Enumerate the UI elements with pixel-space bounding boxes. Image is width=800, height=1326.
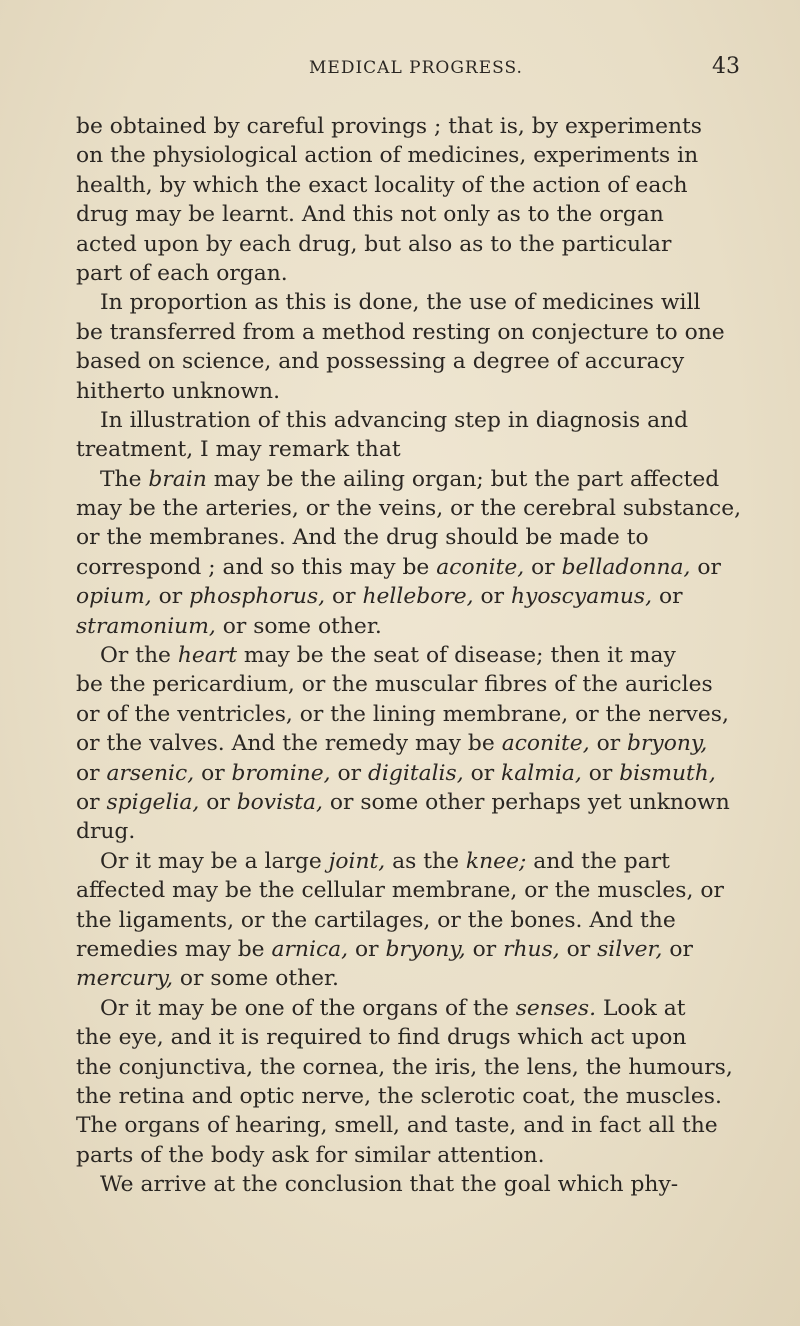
text-run: In proportion as this is done, the use of medicines will: [100, 290, 701, 316]
text-run: the retina and optic nerve, the sclerotic coat, the muscles.: [76, 1083, 722, 1109]
text-line: [76, 494, 742, 523]
text-run: based on science, and possessing a degree of accuracy: [76, 349, 685, 375]
text-run: or the valves. And the remedy may be: [76, 731, 502, 757]
text-run: drug.: [76, 819, 136, 845]
text-run: We arrive at the conclusion that the goal which phy-: [100, 1172, 679, 1198]
text-run: affected may be the cellular membrane, or the muscles, or: [76, 878, 724, 904]
text-line: [76, 318, 736, 347]
page-number: 43: [712, 54, 740, 79]
text-run: remedies may be: [76, 936, 272, 962]
text-run: treatment, I may remark that: [76, 437, 401, 463]
text-line: [76, 759, 736, 788]
text-line: [76, 1141, 736, 1170]
text-run: or: [473, 584, 512, 610]
italic-term: heart: [177, 643, 237, 669]
text-run: be transferred from a method resting on conjecture to one: [76, 319, 725, 345]
text-run: or: [348, 936, 386, 962]
text-line: [76, 112, 736, 141]
text-run: as the: [385, 848, 466, 874]
text-line: [76, 847, 736, 876]
text-run: be the pericardium, or the muscular fibres of the auricles: [76, 672, 713, 698]
text-line: [76, 553, 736, 582]
running-head: MEDICAL PROGRESS.: [309, 58, 523, 78]
text-run: or: [76, 789, 107, 815]
italic-term: bryony,: [627, 731, 708, 757]
text-run: the ligaments, or the cartilages, or the bones. And the: [76, 907, 676, 933]
text-line: [76, 729, 736, 758]
italic-term: spigelia,: [106, 789, 200, 815]
text-run: or of the ventricles, or the lining membrane, or the nerves,: [76, 701, 729, 727]
italic-term: bromine,: [231, 760, 331, 786]
text-run: or some other perhaps yet unknown: [322, 789, 730, 815]
text-line: [76, 347, 736, 376]
text-run: and the part: [526, 848, 670, 874]
italic-term: arsenic,: [106, 760, 195, 786]
italic-term: opium,: [76, 584, 152, 610]
italic-term: knee;: [465, 848, 527, 874]
italic-term: aconite,: [436, 554, 525, 580]
text-line: [76, 141, 736, 170]
text-run: acted upon by each drug, but also as to the particular: [76, 231, 672, 257]
text-run: on the physiological action of medicines, experiments in: [76, 143, 699, 169]
text-run: be obtained by careful provings ; that is, by experiments: [76, 114, 702, 139]
body-text: [76, 112, 742, 1199]
text-run: or some other.: [173, 966, 339, 992]
text-line: [76, 817, 736, 846]
italic-term: rhus,: [503, 936, 560, 962]
text-run: Or the: [100, 643, 178, 669]
text-run: Look at: [596, 995, 686, 1021]
italic-term: aconite,: [501, 731, 590, 757]
italic-term: brain: [148, 466, 207, 492]
text-run: or: [463, 760, 502, 786]
text-line: [76, 200, 736, 229]
text-run: or: [194, 760, 232, 786]
text-run: or: [151, 584, 190, 610]
text-line: [76, 288, 736, 317]
text-line: [76, 788, 736, 817]
text-run: Or it may be one of the organs of the: [100, 995, 516, 1021]
text-run: parts of the body ask for similar attention.: [76, 1142, 545, 1168]
text-run: may be the arteries, or the veins, or the cerebral substance,: [76, 496, 742, 522]
italic-term: arnica,: [271, 936, 349, 962]
text-run: or: [325, 584, 363, 610]
italic-term: bovista,: [236, 789, 323, 815]
text-run: or: [199, 789, 237, 815]
text-run: Or it may be a large: [100, 848, 329, 874]
text-line: [76, 1053, 736, 1082]
text-run: or: [589, 731, 628, 757]
text-run: the eye, and it is required to find drugs which act upon: [76, 1025, 687, 1051]
text-run: or some other.: [215, 613, 382, 639]
italic-term: hyoscyamus,: [511, 584, 653, 610]
text-run: may be the ailing organ; but the part affected: [206, 466, 720, 492]
text-line: [76, 582, 736, 611]
italic-term: belladonna,: [561, 554, 691, 580]
text-line: [76, 670, 736, 699]
text-line: [76, 230, 736, 259]
text-run: The: [100, 466, 149, 492]
italic-term: stramonium,: [76, 613, 216, 639]
text-line: [76, 259, 736, 288]
text-run: may be the seat of disease; then it may: [236, 643, 676, 669]
italic-term: bryony,: [385, 936, 466, 962]
text-run: The organs of hearing, smell, and taste, and in fact all the: [76, 1113, 718, 1139]
text-run: or: [662, 936, 693, 962]
text-run: or: [76, 760, 107, 786]
text-line: [76, 700, 736, 729]
text-line: [76, 435, 736, 464]
text-run: or: [330, 760, 368, 786]
text-line: [76, 1170, 736, 1199]
italic-term: kalmia,: [501, 760, 582, 786]
italic-term: bismuth,: [619, 760, 716, 786]
italic-term: mercury,: [76, 966, 173, 992]
text-run: hitherto unknown.: [76, 378, 281, 404]
text-line: [76, 964, 736, 993]
text-line: [76, 612, 736, 641]
text-run: or the membranes. And the drug should be made to: [76, 525, 649, 551]
text-run: drug may be learnt. And this not only as to the organ: [76, 202, 664, 228]
italic-term: digitalis,: [367, 760, 464, 786]
text-line: [76, 935, 736, 964]
text-run: or: [581, 760, 620, 786]
text-run: In illustration of this advancing step in diagnosis and: [100, 407, 689, 433]
italic-term: senses.: [515, 995, 597, 1021]
text-line: [76, 1082, 736, 1111]
text-line: [76, 377, 736, 406]
text-run: the conjunctiva, the cornea, the iris, the lens, the humours,: [76, 1054, 733, 1080]
text-line: [76, 465, 736, 494]
text-line: [76, 876, 736, 905]
text-line: [76, 171, 736, 200]
text-run: or: [559, 936, 598, 962]
text-run: or: [652, 584, 683, 610]
text-line: [76, 1023, 736, 1052]
text-line: [76, 641, 736, 670]
italic-term: joint,: [328, 848, 386, 874]
text-line: [76, 406, 736, 435]
italic-term: silver,: [597, 936, 663, 962]
text-run: health, by which the exact locality of the action of each: [76, 172, 688, 198]
text-run: correspond ; and so this may be: [76, 554, 437, 580]
text-run: part of each organ.: [76, 260, 288, 286]
text-line: [76, 906, 736, 935]
italic-term: phosphorus,: [189, 584, 326, 610]
text-line: [76, 994, 736, 1023]
text-run: or: [690, 554, 721, 580]
text-run: or: [524, 554, 562, 580]
text-line: [76, 523, 736, 552]
text-run: or: [465, 936, 504, 962]
text-line: [76, 1111, 736, 1140]
italic-term: hellebore,: [362, 584, 474, 610]
